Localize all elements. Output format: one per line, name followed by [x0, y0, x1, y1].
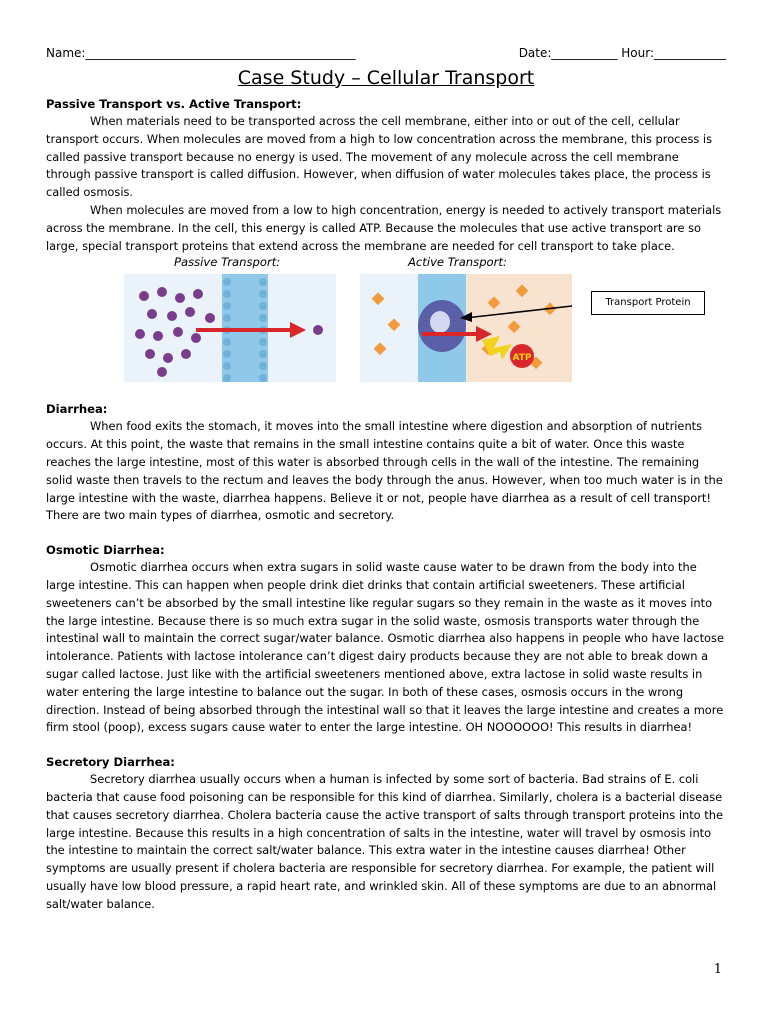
passive-figure-label: Passive Transport: — [174, 255, 281, 270]
worksheet-page — [46, 46, 726, 914]
page-title: Case Study – Cellular Transport — [237, 67, 535, 89]
page-number: 1 — [713, 962, 722, 977]
paragraph-diarrhea: When food exits the stomach, it moves into the small intestine where digestion and absorption of nutrients occurs. At this point, the waste that remains in the small intestine contains quite a bit of water. Once this waste reaches the large intestine, most of this water is absorbed through cells in the wall of the intestine. The remaining solid waste then travels to the rectum and leaves the body through the anus. However, when too much water is in the large intestine with the waste, diarrhea happens. Believe it or not, people have diarrhea as a result of cell transport! There are two main types of diarrhea, osmotic and secretory. — [46, 419, 723, 523]
paragraph-osmotic: Osmotic diarrhea occurs when extra sugars in solid waste cause water to be drawn from the body into the large intestine. This can happen when people drink diet drinks that contain artificial sweeteners. These artificial sweeteners can’t be absorbed by the small intestine like regular sugars so they remain in the waste as it moves into the large intestine. Because there is so much extra sugar in the solid waste, osmosis transports water through the intestinal wall to maintain the correct sugar/water balance. Osmotic diarrhea also happens in people who have lactose intolerance. Patients with lactose intolerance can’t digest dairy products because they are not able to break down a sugar called lactose. Just like with the artificial sweeteners mentioned above, extra lactose in solid waste results in water entering the large intestine to balance out the sugar. In both of these cases, osmosis occurs in the wrong direction. Instead of being absorbed through the intestinal wall so that it leaves the large intestine and creates a more firm stool (poop), excess sugars cause water to enter the large intestine. OH NOOOOOO! This results in diarrhea! — [46, 560, 724, 735]
active-transport-diagram — [360, 274, 572, 382]
transport-protein-callout: Transport Protein — [591, 291, 705, 315]
active-figure-label: Active Transport: — [408, 255, 507, 270]
passive-transport-diagram — [124, 274, 336, 382]
hour-field[interactable]: Hour:____________ — [621, 46, 726, 60]
name-field[interactable]: Name:_____________________________________________ — [46, 46, 356, 60]
date-field[interactable]: Date:___________ — [518, 46, 618, 60]
atp-label: ATP — [512, 353, 532, 364]
paragraph-secretory: Secretory diarrhea usually occurs when a human is infected by some sort of bacteria. Bad strains of E. coli bacteria that cause food poisoning can be responsible for this kind of diarrhea. Similarly, cholera is a bacterial disease that causes secretory diarrhea. Cholera bacteria cause the active transport of salts through transport proteins into the large intestine. Because this results in a high concentration of salts in the intestine, water will travel by osmosis into the intestine to maintain the correct salt/water balance. This extra water in the intestine causes diarrhea! Other symptoms are usually present if cholera bacteria are responsible for secretory diarrhea. For example, the patient will usually have low blood pressure, a rapid heart rate, and wrinkled skin. All of these symptoms are due to an abnormal salt/water balance. — [46, 772, 723, 911]
heading-diarrhea: Diarrhea: — [46, 402, 108, 417]
header-line — [46, 46, 726, 60]
paragraph-passive-2: When molecules are moved from a low to high concentration, energy is needed to actively transport materials across the membrane. In the cell, this energy is called ATP. Because the molecules that use active transport are so large, special transport proteins that extend across the membrane are needed for cell transport to take place. — [46, 202, 722, 253]
paragraph-passive-1: When materials need to be transported across the cell membrane, either into or out of the cell, cellular transport occurs. When molecules are moved from a high to low concentration across the membrane, this process is called passive transport because no energy is used. The movement of any molecule across the cell membrane through passive transport is called diffusion. However, when diffusion of water molecules takes place, the process is called osmosis. — [46, 114, 713, 200]
heading-osmotic: Osmotic Diarrhea: — [46, 543, 165, 558]
heading-passive-active: Passive Transport vs. Active Transport: — [46, 97, 302, 111]
heading-secretory: Secretory Diarrhea: — [46, 755, 175, 770]
transport-figures — [46, 274, 726, 384]
figure-labels — [46, 255, 726, 272]
